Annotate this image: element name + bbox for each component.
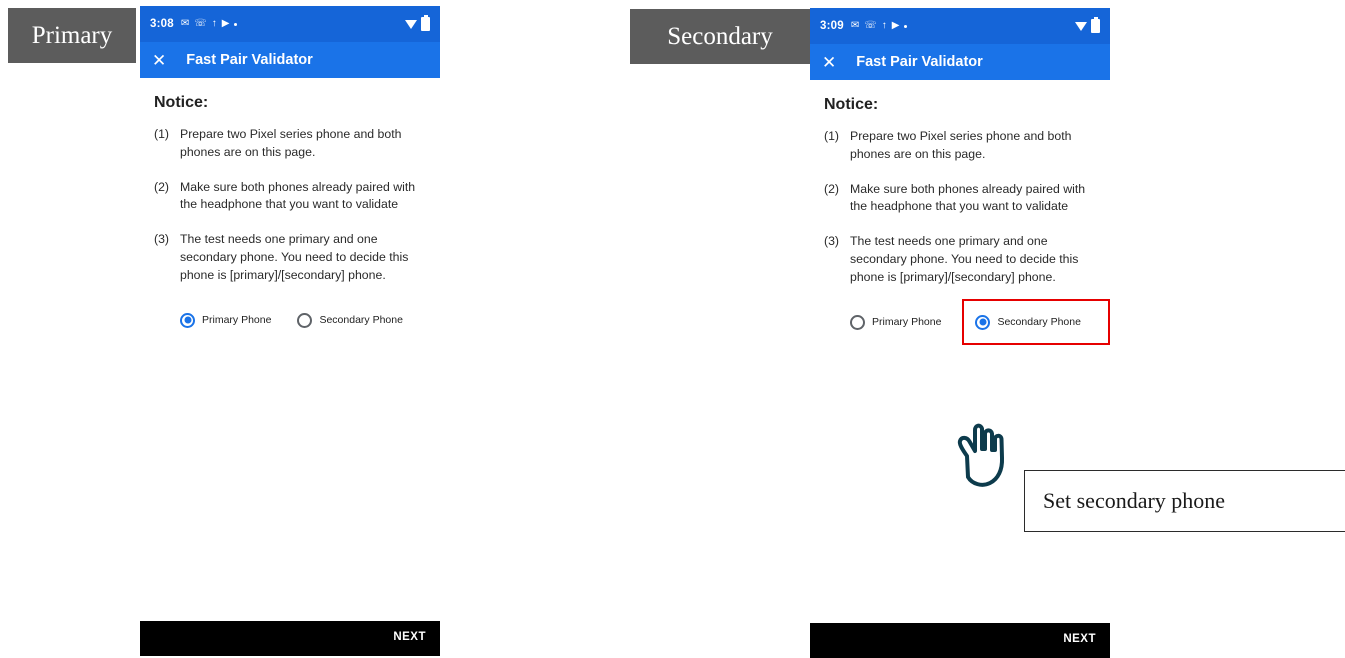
notice-item [154,179,426,215]
callout-set-secondary-phone: Set secondary phone [1024,470,1345,532]
radio-option-label: Primary Phone [202,314,272,327]
notice-item-number: (1) [824,129,840,143]
messages-icon: ☏ [194,18,207,29]
close-icon[interactable]: ✕ [152,50,167,70]
notice-item [824,233,1096,286]
notice-heading: Notice: [824,96,879,113]
status-system-icons [1075,19,1100,33]
notice-item-number: (1) [154,127,170,141]
dot-icon [234,23,237,26]
phone-screenshot-secondary [810,8,1110,658]
notice-item [824,128,1096,164]
phone-role-radio-group [154,311,426,330]
radio-option-secondary-phone[interactable] [971,313,1084,332]
battery-icon [421,17,430,31]
next-bar [140,621,440,653]
sms-icon: ✉ [850,20,860,31]
navigation-bar [140,653,440,656]
notice-item-text: The test needs one primary and one secondary phone. You need to decide this phone is [primary]/[secondary] phone. [850,234,1079,284]
next-button[interactable]: NEXT [393,631,426,643]
app-title: Fast Pair Validator [856,54,983,70]
notice-item-text: Make sure both phones already paired with the headphone that you want to validate [180,179,416,212]
next-button[interactable]: NEXT [1063,633,1096,645]
notice-list [824,128,1096,287]
notice-item [154,231,426,284]
notice-item-number: (2) [824,181,840,196]
radio-button-icon[interactable] [850,315,865,330]
status-notification-icons [181,19,238,29]
radio-option-label: Secondary Phone [997,316,1081,329]
sms-icon: ✉ [180,18,190,29]
notice-item [824,181,1096,217]
close-icon[interactable]: ✕ [822,52,837,72]
notice-item-text: Make sure both phones already paired with the headphone that you want to validate [850,181,1086,214]
status-bar [810,8,1110,44]
app-title: Fast Pair Validator [186,52,313,68]
app-bar [810,44,1110,80]
notice-item-text: Prepare two Pixel series phone and both phones are on this page. [180,127,402,159]
hand-pointer-icon [944,416,1018,494]
label-secondary: Secondary [630,9,810,64]
notice-item-number: (3) [824,234,840,249]
next-bar [810,623,1110,655]
radio-option-primary-phone[interactable] [846,313,945,332]
notice-heading: Notice: [154,94,209,111]
battery-icon [1091,19,1100,33]
wifi-icon [405,20,417,29]
notice-item-text: The test needs one primary and one secondary phone. You need to decide this phone is [primary]/[secondary] phone. [180,232,409,282]
label-primary: Primary [8,8,136,63]
radio-button-icon[interactable] [975,315,990,330]
phone-role-radio-group [824,313,1096,332]
status-time: 3:09 [820,20,844,32]
screen-content [810,80,1110,623]
radio-button-icon[interactable] [180,313,195,328]
notice-item-number: (3) [154,232,170,247]
radio-button-icon[interactable] [297,313,312,328]
notice-item-number: (2) [154,179,170,194]
status-notification-icons [851,21,908,31]
notice-item-text: Prepare two Pixel series phone and both phones are on this page. [850,129,1072,161]
wifi-icon [1075,22,1087,31]
vpn-key-icon: ↑ [211,18,217,29]
radio-option-secondary-phone[interactable] [293,311,406,330]
radio-option-primary-phone[interactable] [176,311,275,330]
notice-list [154,126,426,285]
notice-item [154,126,426,162]
vpn-key-icon: ↑ [881,20,887,31]
status-time: 3:08 [150,18,174,30]
radio-option-label: Primary Phone [872,316,942,329]
dot-icon [904,25,907,28]
status-bar [140,6,440,42]
youtube-icon: ▶ [221,18,230,29]
phone-screenshot-primary [140,6,440,656]
status-system-icons [405,17,430,31]
app-bar [140,42,440,78]
screen-content [140,78,440,621]
youtube-icon: ▶ [891,20,900,31]
radio-option-label: Secondary Phone [319,314,403,327]
messages-icon: ☏ [864,20,877,31]
